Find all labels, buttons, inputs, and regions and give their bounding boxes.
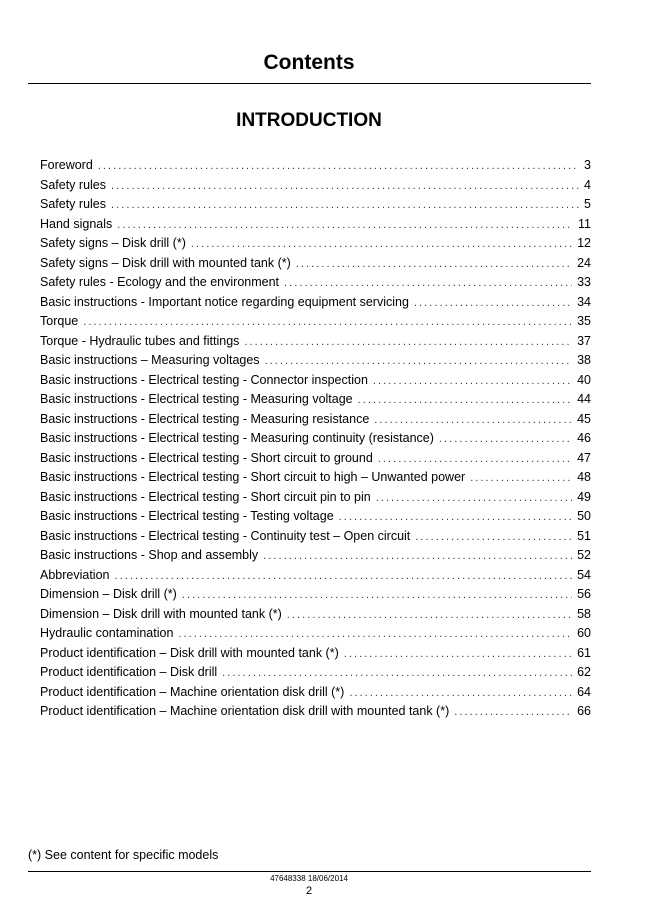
toc-entry[interactable] [40,410,591,430]
toc-entry-title: Abbreviation [40,567,110,582]
toc-entry-page: 48 [577,470,591,484]
toc-entry-page: 33 [577,275,591,289]
footer-document-code: 47648338 18/06/2014 [270,874,348,883]
toc-leader-dots [373,372,572,392]
toc-entry[interactable] [40,683,591,703]
toc-entry[interactable] [40,351,591,371]
toc-entry-title: Safety signs – Disk drill (*) [40,236,186,250]
toc-entry[interactable] [40,390,591,410]
toc-leader-dots [344,645,572,665]
toc-entry-title: Basic instructions – Measuring voltages [40,353,260,367]
toc-entry[interactable] [40,273,591,293]
toc-entry-title: Basic instructions - Electrical testing - Measuring resistance [40,411,370,426]
toc-entry-title: Product identification – Machine orientation disk drill with mounted tank (*) [40,704,450,718]
toc-entry-page: 50 [577,509,591,523]
toc-entry-title: Basic instructions - Electrical testing - Testing voltage [40,509,334,523]
toc-entry-title: Basic instructions - Electrical testing - Measuring voltage [40,392,353,406]
toc-entry-page: 44 [577,392,591,406]
toc-entry-title: Basic instructions - Electrical testing - Connector inspection [40,372,368,387]
toc-entry-page: 47 [577,450,591,465]
toc-entry-title: Product identification – Disk drill [40,665,218,679]
toc-entry-title: Basic instructions - Electrical testing - Measuring continuity (resistance) [40,431,434,445]
toc-entry-title: Basic instructions - Important notice regarding equipment servicing [40,294,409,309]
toc-entry[interactable] [40,429,591,449]
toc-entry-page: 35 [577,314,591,328]
toc-leader-dots [376,489,572,509]
toc-entry-title: Product identification – Disk drill with mounted tank (*) [40,645,339,660]
toc-leader-dots [111,196,579,216]
toc-leader-dots [378,450,572,470]
toc-entry[interactable] [40,215,591,235]
toc-leader-dots [244,333,572,353]
toc-entry-page: 64 [577,684,591,699]
toc-entry-title: Basic instructions - Electrical testing - Short circuit to ground [40,450,373,465]
toc-leader-dots [339,508,572,528]
toc-entry-title: Safety rules [40,177,107,192]
toc-entry-title: Basic instructions - Electrical testing - Short circuit to high – Unwanted power [40,470,466,484]
toc-entry-title: Hydraulic contamination [40,626,174,640]
toc-leader-dots [265,352,573,372]
toc-entry-title: Foreword [40,158,93,172]
toc-entry[interactable] [40,605,591,625]
toc-entry[interactable] [40,585,591,605]
toc-leader-dots [191,235,572,255]
toc-entry[interactable] [40,332,591,352]
toc-entry-page: 40 [577,372,591,387]
toc-entry[interactable] [40,254,591,274]
toc-entry-page: 34 [577,294,591,309]
toc-leader-dots [182,586,572,606]
page-title: Contents [263,51,355,74]
toc-leader-dots [374,411,572,431]
toc-entry-page: 4 [584,177,591,192]
toc-entry-title: Dimension – Disk drill (*) [40,587,177,601]
toc-leader-dots [115,567,573,587]
toc-entry-page: 3 [584,158,591,172]
toc-leader-dots [415,528,572,548]
toc-entry-title: Safety rules [40,197,107,211]
toc-leader-dots [349,684,572,704]
toc-entry-title: Torque - Hydraulic tubes and fittings [40,333,240,348]
toc-entry-page: 62 [577,665,591,679]
toc-leader-dots [178,625,572,645]
toc-leader-dots [83,313,572,333]
toc-entry[interactable] [40,546,591,566]
toc-entry[interactable] [40,176,591,196]
toc-leader-dots [98,157,579,177]
toc-entry-page: 37 [577,333,591,348]
section-title: INTRODUCTION [236,110,382,131]
toc-leader-dots [439,430,572,450]
toc-entry[interactable] [40,566,591,586]
toc-entry-page: 49 [577,489,591,504]
toc-leader-dots [117,216,573,236]
toc-entry-page: 51 [577,528,591,543]
toc-entry[interactable] [40,527,591,547]
toc-entry[interactable] [40,156,591,176]
toc-entry[interactable] [40,663,591,683]
footnote: (*) See content for specific models [28,848,219,862]
toc-entry-title: Safety rules - Ecology and the environment [40,275,280,289]
toc-entry-page: 45 [577,411,591,426]
toc-entry[interactable] [40,234,591,254]
toc-entry-page: 58 [577,606,591,621]
footer-divider [28,871,591,872]
toc-leader-dots [287,606,572,626]
toc-leader-dots [296,255,572,275]
title-divider [28,83,591,84]
toc-entry-title: Basic instructions - Shop and assembly [40,548,259,562]
toc-leader-dots [284,274,572,294]
toc-entry[interactable] [40,507,591,527]
toc-leader-dots [222,664,572,684]
toc-entry-page: 46 [577,431,591,445]
toc-entry[interactable] [40,644,591,664]
toc-entry-page: 52 [577,548,591,562]
toc-entry-title: Torque [40,314,79,328]
toc-entry-page: 38 [577,353,591,367]
toc-entry[interactable] [40,312,591,332]
toc-entry-title: Basic instructions - Electrical testing - Short circuit pin to pin [40,489,371,504]
toc-entry-page: 12 [577,236,591,250]
toc-entry-title: Hand signals [40,216,113,231]
toc-entry[interactable] [40,195,591,215]
toc-entry-page: 5 [584,197,591,211]
toc-entry-page: 60 [577,626,591,640]
toc-entry[interactable] [40,371,591,391]
toc-entry-page: 66 [577,704,591,718]
toc-entry-page: 56 [577,587,591,601]
toc-entry-page: 61 [577,645,591,660]
toc-entry-title: Safety signs – Disk drill with mounted tank (*) [40,255,291,270]
toc-entry-page: 11 [578,216,591,231]
toc-entry[interactable] [40,468,591,488]
toc-leader-dots [470,469,572,489]
table-of-contents [40,156,591,722]
toc-entry-page: 54 [577,567,591,582]
toc-leader-dots [454,703,572,723]
toc-entry-title: Dimension – Disk drill with mounted tank (*) [40,606,282,621]
toc-leader-dots [358,391,572,411]
toc-entry[interactable] [40,293,591,313]
toc-entry[interactable] [40,702,591,722]
footer-page-number: 2 [305,885,313,897]
toc-entry-title: Basic instructions - Electrical testing - Continuity test – Open circuit [40,528,411,543]
toc-leader-dots [263,547,572,567]
toc-entry[interactable] [40,488,591,508]
toc-leader-dots [414,294,572,314]
toc-entry-page: 24 [577,255,591,270]
toc-leader-dots [111,177,579,197]
toc-entry-title: Product identification – Machine orientation disk drill (*) [40,684,345,699]
toc-entry[interactable] [40,624,591,644]
toc-entry[interactable] [40,449,591,469]
